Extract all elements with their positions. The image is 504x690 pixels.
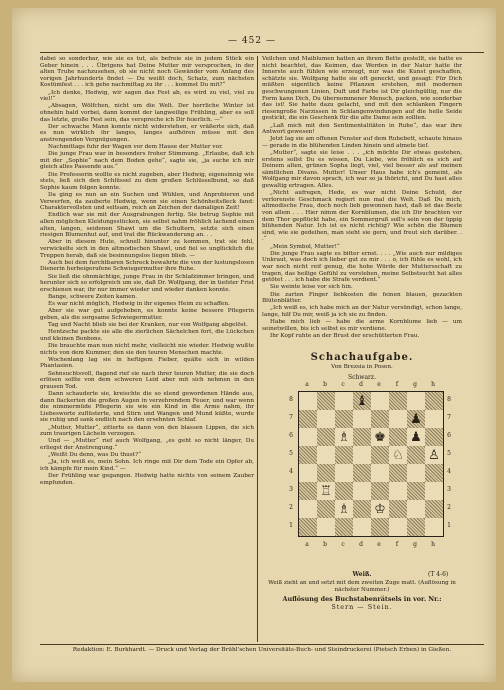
- chess-square: [299, 392, 317, 410]
- chess-square: [389, 482, 407, 500]
- chess-square: [317, 410, 335, 428]
- paragraph: Es war nicht möglich, Hedwig in ihr eigenes Heim zu schaffen.: [48, 301, 230, 308]
- left-column: [40, 56, 254, 487]
- chess-square: [407, 482, 425, 500]
- file-label: d: [359, 541, 363, 548]
- file-label: f: [395, 381, 399, 388]
- paragraph: Veilchen und Maiblumen hatten an ihrem Bette gestellt, sie hatte es nicht beachtet, das Keimen, das Werden in der Natur hatte ihr Innerste auch fühlen wie erzeugt, nur was die Kunst geschaffen, schätzte sie. Wolfgang hatte sie oft geneckt, und gesagt: Für Dich müßten eigentlich keine Pflanzen erstehen, mit modernen geschwungenen Linien, Duft und Farbe ist Dir gleichgültig, nur die Form kann Dich, Du übernommener Mensch, packen, wie sonderbar das ist! Sie hatte dazu gelacht, und mit den schlanken Fingern riesengroße Narzissen in Schlangenwindungen auf die helle Seide gestickt, die ein Geschenk für die alte Dame sein sollten.: [262, 56, 462, 122]
- paragraph: Sie ließ die ohnmächtige, junge Frau in ihr Schlafzimmer bringen, und herunter sich so erfolgreich um sie, daß Dr. Wolfgang, der in tiefster Frist erschienen war, ihr nur immer wieder und wieder danken konnte.: [40, 273, 254, 293]
- chess-author: Von Brezsia in Posen.: [331, 364, 393, 370]
- paragraph: Endlich war sie mit der Ausgrabungen fertig. Sie betrug Sophie mit allen möglichen Kleidungsstücken, sie selbst nahm fröhlich lachend einen alten, langen, seidenen Shawl um die Schultern, setzte sich einen riesigen Blumenhut auf, und trat die Rückwanderung an. . .: [40, 212, 254, 239]
- chess-square: [371, 392, 389, 410]
- paragraph: Auch bei dem furchtbaren Schreck bewahrte die von der lustungslosen Dienerin herbeigerufene Schwiegermutter ihre Ruhe.: [40, 259, 254, 273]
- rank-label: 8: [447, 396, 451, 403]
- rank-labels-right: [444, 391, 454, 535]
- imprint-footer: Redaktion: E. Burkhardt. — Druck und Verlag der Brühl'schen Universitäts-Buch- und Steindruckerei (Pietsch Erben) in Gießen.: [72, 647, 452, 653]
- paragraph: „Mutter, Mutter“, zitterte es dann von den blassen Lippen, die sich zum traurigen Lächeln verzogen.: [40, 424, 254, 438]
- paragraph: „Ja, ich weiß es, mein Sohn. Ich ringe mit Dir dem Tode ein Opfer ab, ich kämpfe für mein Kind.“ —: [40, 459, 254, 472]
- chess-square: [425, 482, 443, 500]
- paragraph: „Absagen, Wölfchen, nicht um die Welt. Der herrliche Winter ist ohnehin bald vorbei, dann kommt der langweilige Frühling, aber es soll das letzte, große Fest sein, das verspreche ich Dir feierlich. —“: [40, 103, 254, 123]
- chess-title: Schachaufgabe.: [310, 352, 414, 363]
- chess-square: [335, 392, 353, 410]
- chess-piece-square: ♝: [353, 392, 371, 410]
- paragraph: Der schwache Mann konnte nicht widerstehen, er vräßerte sich, daß es nun wirklich ihr langes, langes aufhören müsse mit den anstrengenden Vergnügungen.: [40, 123, 254, 143]
- problem-id: (T 4-6): [428, 571, 449, 578]
- paragraph: Hentzsche packte sie alle die zierlichen Sächelchen fort, die Lückchen und kleinen Bonbons.: [40, 329, 254, 342]
- chess-square: [353, 500, 371, 518]
- rank-labels-left: [286, 391, 296, 535]
- chess-square: [389, 392, 407, 410]
- black-label: Schwarz.: [348, 374, 376, 381]
- paragraph: Tag und Nacht blieb sie bei der Kranken, nur von Wolfgang abgelöst.: [48, 322, 248, 329]
- paragraph: Da ging es nun an ein Suchen und Wühlen, und Anprobieren und Verwerfen, da zauberte Hedwig, wenn sie einen Schönheitsfleck fand: Charaktervollsten und seltsam, reich an Zeichen der damaligen Zeit!: [40, 192, 254, 212]
- paragraph: Und — „Mutter“ rief auch Wolfgang, „es geht so nicht länger, Du erliegst der Anstrengung.“: [40, 438, 254, 451]
- file-label: b: [323, 381, 327, 388]
- right-column: [262, 56, 462, 340]
- file-label: h: [431, 541, 435, 548]
- chess-piece-square: ♚: [371, 428, 389, 446]
- paragraph: Sie weinte leise vor sich hin.: [270, 284, 353, 291]
- paragraph: „Ich denke, Hedwig, wir sagen das Fest ab, es wird zu viel, viel zu viel!“: [40, 89, 254, 103]
- chess-square: [371, 518, 389, 536]
- file-label: h: [431, 381, 435, 388]
- chess-square: [407, 518, 425, 536]
- chess-square: [353, 428, 371, 446]
- paragraph: Sehnsuchtsvoll, flagend rief sie nach ihrer teuren Mutter, die sie doch erlösen sollte von dem schweren Leid aber mit sich nehmen in den grausen Tod.: [40, 370, 254, 390]
- rank-label: 3: [289, 486, 293, 493]
- file-label: g: [413, 381, 417, 388]
- rank-label: 6: [447, 432, 451, 439]
- chess-square: [407, 446, 425, 464]
- file-labels-bottom: [298, 541, 442, 548]
- paragraph: Nachmittags fuhr der Wagen vor dem Hause der Mutter vor.: [48, 144, 223, 151]
- chess-square: [335, 464, 353, 482]
- chess-square: [335, 446, 353, 464]
- chess-square: [299, 428, 317, 446]
- paragraph: dabei so sonderbar, wie sie es tut, als befreie sie in jedem Stück ein Geber hinein . . . Übrigens hat Deine Mutter mir versprochen, in der alten Truhe nachzusehen, ob sie nicht noch Gewänder vom Anfang des vorigen Jahrhunderts findet — Du weißt doch, Schatz, zum nächsten Kostümfest . . . ich gehe nachmittag zu ihr . . . kommst Du mit?“: [40, 56, 254, 89]
- file-label: d: [359, 381, 363, 388]
- chess-square: [335, 410, 353, 428]
- chess-piece-square: ♔: [371, 500, 389, 518]
- column-divider: [257, 56, 258, 642]
- chess-board: [298, 391, 444, 537]
- chess-square: [299, 482, 317, 500]
- file-labels-top: [298, 381, 442, 388]
- paragraph: Habe mich lieb — habe die arme Kornblume lieb — um seinetwillen, bis ich selbst es mir verdiene.: [262, 319, 462, 332]
- chess-square: [407, 464, 425, 482]
- paragraph: Die Professorin wollte es nicht zugeben, aber Hedwig, eigensinnig wie stets, ließ sich den Schlüssel zu dem großen Schlüsselbund, so daß Sophie kaum folgen konnte.: [40, 171, 254, 191]
- paragraph: „Laß mich mit den Sentimentalitäten in Ruhe“, das war ihre Antwort gewesen!: [262, 122, 462, 136]
- rank-label: 1: [289, 522, 293, 529]
- paragraph: Die junge Frau war in besonders froher Stimmung. „Erlaube, daß ich mit der „Sophie“ nach dem Boden gehe“, sagte sie, „ja suche ich mir gleich alles Passende aus.“: [40, 151, 254, 171]
- chess-square: [353, 518, 371, 536]
- chess-square: [317, 446, 335, 464]
- paragraph: „Nicht aufregen, Hede, es war nicht Deine Schuld, der verlorenste Geschmack regiert nun mal die Welt. Daß Du mich, altmodische Frau, doch noch lieb gewonnen hast, daß ist das Beste von allem . . . Hier nimm der Kornblumen, die ich Dir brachten vor dem Thor gepflückt habe, ein Sommergruß soll's sein von der üppig blühenden Natur. Ich ist es nicht richtig? Wie schön die Blumen sind, wie sie gedeihen, man sieht sie gern, und freut sich darüber. . .“: [262, 190, 462, 243]
- chess-square: [299, 410, 317, 428]
- chess-square: [335, 518, 353, 536]
- chess-square: [389, 410, 407, 428]
- chess-piece-square: ♘: [389, 446, 407, 464]
- chess-piece-square: ♟: [407, 428, 425, 446]
- footer-rule: [40, 644, 484, 645]
- paragraph: Aber in diesem Hute, schnell hinunter zu kommen, trat sie fehl, verwickelte sich in den altmodischen Shawl, und fiel so unglücklich die Treppen herab, daß sie besinnungslos liegen blieb. —: [40, 239, 254, 259]
- paragraph: Jetzt lag sie am offenen Fenster auf dem Ruhebett, schaute hinaus — gerade in die blühenden Linden hinein und atmete tief.: [262, 136, 463, 149]
- file-label: c: [341, 541, 345, 548]
- chess-square: [425, 518, 443, 536]
- header-rule: [40, 52, 484, 53]
- chess-square: [353, 464, 371, 482]
- paragraph: „Weißt Du denn, was Du thust?“: [48, 452, 141, 459]
- chess-square: [317, 518, 335, 536]
- chess-square: [389, 428, 407, 446]
- solution-answer: Stern — Stein.: [331, 602, 393, 611]
- paragraph: Der Frühling war gegangen. Hedwig hatte nichts von seinem Zauber empfunden.: [40, 473, 254, 486]
- rank-label: 7: [447, 414, 451, 421]
- rank-label: 5: [447, 450, 451, 457]
- chess-piece-square: ♙: [425, 446, 443, 464]
- chess-square: [389, 518, 407, 536]
- chess-square: [389, 464, 407, 482]
- chess-problem-header: [262, 352, 462, 370]
- paragraph: „Mutter“, sagte sie leise . . . „ich möchte Dir etwas gestehen, erstens sollst Du es wissen, Du Liebe, wie fröhlich es sich auf Deinem alten, grünen Sopha liegt, viel, viel besser als auf meinen sämtlichen Divans. Mutter! Unser Haus habe ich's gemeint, als Wolfgang mir davon sprach, ich war so ja thöricht, und Du hast alles gewaltig ertragen. Alles.: [262, 150, 462, 190]
- chess-square: [353, 446, 371, 464]
- paragraph: Aber sie war gut aufgehoben, es konnte keine bessere Pflegerin geben, als die sorgsame Schwiegermutter.: [40, 308, 254, 321]
- chess-square: [371, 482, 389, 500]
- paragraph: Dann schauderte sie, kreischte die so elend gewordenen Hände aus, dann flackerten die großen Augen in verzehrendem Feuer, und war wenn die nimmermüde Pflegerin sie wie ein Kind in die Arme nahm, ihr Liebesworte zuflüsterte, und Stirn und Wangen und Mund küßte, wurde sie ruhig und sank endlich nach den ersehnten Schlaf.: [40, 390, 254, 424]
- chess-square: [353, 482, 371, 500]
- rank-label: 1: [447, 522, 451, 529]
- file-label: b: [323, 541, 327, 548]
- white-label: Weiß.: [352, 571, 372, 578]
- rank-label: 6: [289, 432, 293, 439]
- chess-square: [299, 518, 317, 536]
- paragraph: „Ich weiß es, ich habe mich an der Natur versündigt, schon lange, lange, hilf Du mir, weiß ja ich sie zu finden.: [262, 305, 462, 318]
- file-label: c: [341, 381, 345, 388]
- file-label: e: [377, 541, 381, 548]
- rank-label: 2: [289, 504, 293, 511]
- page-number: — 452 —: [228, 36, 276, 46]
- rank-label: 2: [447, 504, 451, 511]
- chess-piece-square: ♟: [407, 410, 425, 428]
- rank-label: 3: [447, 486, 451, 493]
- file-label: a: [305, 381, 309, 388]
- chess-piece-square: ♖: [317, 482, 335, 500]
- chess-square: [425, 428, 443, 446]
- rank-label: 4: [447, 468, 451, 475]
- chess-square: [317, 428, 335, 446]
- chess-instructions: Weiß zieht an und setzt mit dem zweiten Zuge matt. (Auflösung in nächster Nummer.): [268, 580, 456, 593]
- chess-square: [371, 464, 389, 482]
- paragraph: „Mein Symbol, Mutter!“: [270, 243, 340, 250]
- file-label: f: [395, 541, 399, 548]
- chess-square: [425, 500, 443, 518]
- solution-title: Auflösung des Buchstabenrätsels in vor. Nr.:: [282, 595, 442, 603]
- chess-square: [299, 446, 317, 464]
- paragraph: Die brauchte man nun nicht mehr, vielleicht nie wieder. Hedwig wußte nichts von dem Kummer, den sie den teuren Menschen machte.: [40, 343, 254, 356]
- chess-piece-square: ♗: [335, 500, 353, 518]
- rank-label: 7: [289, 414, 293, 421]
- paragraph: Die junge Frau sagte es bitter ernst. . . . „Wie auch nur mildiges Unkraut, was doch ich lieber gut zu mir . . . o, ich fühle es wohl, ich war noch nicht reif genug, die hohe Würde der Muttersschaft zu tragen, das heilige Gefühl zu verstehen, meine Selbstsucht hat alles getötet . . . ich habe die Strafe verdient.“: [262, 250, 462, 284]
- file-label: e: [377, 381, 381, 388]
- rank-label: 5: [289, 450, 293, 457]
- chess-square: [299, 464, 317, 482]
- chess-square: [335, 482, 353, 500]
- riddle-solution: [262, 596, 462, 611]
- chess-square: [317, 464, 335, 482]
- chess-square: [371, 446, 389, 464]
- chess-square: [317, 392, 335, 410]
- chess-square: [299, 500, 317, 518]
- chess-square: [317, 500, 335, 518]
- rank-label: 4: [289, 468, 293, 475]
- file-label: a: [305, 541, 309, 548]
- chess-square: [371, 410, 389, 428]
- chess-square: [407, 392, 425, 410]
- chess-square: [353, 410, 371, 428]
- paragraph: Die zarten Finger liebkosten die feinen blauen, gezackten Blütenblätter.: [262, 291, 462, 305]
- chess-diagram: [282, 381, 460, 571]
- chess-square: [425, 392, 443, 410]
- chess-square: [425, 464, 443, 482]
- chess-piece-square: ♗: [335, 428, 353, 446]
- rank-label: 8: [289, 396, 293, 403]
- chess-square: [389, 500, 407, 518]
- paragraph: Bange, schwere Zeiten kamen.: [48, 293, 138, 300]
- paragraph: Ihr Kopf ruhte an der Brust der erschütterten Frau.: [270, 332, 420, 339]
- chess-square: [407, 500, 425, 518]
- chess-square: [425, 410, 443, 428]
- file-label: g: [413, 541, 417, 548]
- paragraph: Wochenlang lag sie in heftigem Fieber, quälte sich in wilden Phantasien.: [40, 356, 254, 370]
